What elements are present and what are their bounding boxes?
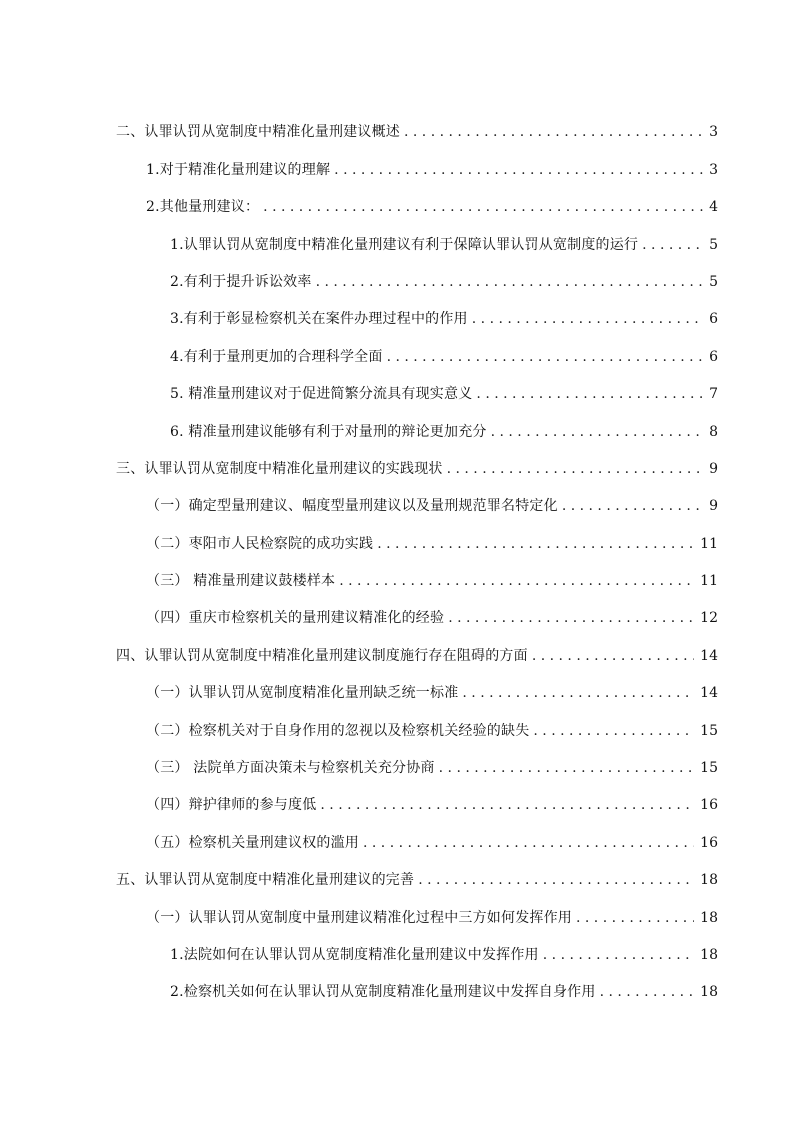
toc-entry[interactable] <box>0 369 793 406</box>
toc-entry[interactable] <box>0 743 793 780</box>
toc-leader-dots <box>532 646 694 668</box>
toc-entry-title: 四、认罪认罚从宽制度中精准化量刑建议制度施行存在阻碍的方面 <box>116 647 528 664</box>
toc-entry-page: 6 <box>709 311 718 328</box>
toc-entry-title: （四）辩护律师的参与度低 <box>146 797 317 814</box>
toc-entry-title: 2.检察机关如何在认罪认罚从宽制度精准化量刑建议中发挥自身作用 <box>170 984 596 1001</box>
toc-entry[interactable] <box>0 182 793 219</box>
toc-entry-title: 1.法院如何在认罪认罚从宽制度精准化量刑建议中发挥作用 <box>170 946 539 963</box>
toc-entry-title: 1.认罪认罚从宽制度中精准化量刑建议有利于保障认罪认罚从宽制度的运行 <box>170 236 639 253</box>
toc-leader-dots <box>377 534 694 556</box>
toc-entry-page: 8 <box>709 423 718 440</box>
toc-leader-dots <box>476 384 703 406</box>
toc-entry-page: 18 <box>700 946 718 963</box>
toc-leader-dots <box>472 309 703 331</box>
toc-entry-title: 2.有利于提升诉讼效率 <box>170 273 312 290</box>
toc-leader-dots <box>387 347 704 369</box>
toc-entry-page: 12 <box>700 610 718 627</box>
toc-leader-dots <box>447 459 703 481</box>
toc-entry-title: （一）认罪认罚从宽制度精准化量刑缺乏统一标准 <box>146 685 459 702</box>
toc-leader-dots <box>316 272 704 294</box>
toc-entry-page: 11 <box>700 573 718 590</box>
toc-leader-dots <box>418 870 694 892</box>
toc-entry[interactable] <box>0 107 793 144</box>
toc-leader-dots <box>562 496 703 518</box>
toc-entry[interactable] <box>0 294 793 331</box>
toc-entry[interactable] <box>0 593 793 630</box>
toc-entry-title: 2.其他量刑建议： <box>146 199 260 216</box>
toc-entry-page: 18 <box>700 909 718 926</box>
toc-entry-title: （三） 精准量刑建议鼓楼样本 <box>146 573 336 590</box>
toc-leader-dots <box>491 422 703 444</box>
toc-leader-dots <box>576 908 694 930</box>
toc-entry[interactable] <box>0 406 793 443</box>
toc-entry-title: 3.有利于彰显检察机关在案件办理过程中的作用 <box>170 311 468 328</box>
toc-entry[interactable] <box>0 967 793 1004</box>
toc-entry-page: 9 <box>709 498 718 515</box>
toc-entry[interactable] <box>0 817 793 854</box>
toc-entry-title: （三） 法院单方面决策未与检察机关充分协商 <box>146 760 435 777</box>
toc-entry[interactable] <box>0 668 793 705</box>
toc-entry-title: 二、认罪认罚从宽制度中精准化量刑建议概述 <box>116 124 400 141</box>
toc-entry[interactable] <box>0 144 793 181</box>
toc-leader-dots <box>543 945 694 967</box>
toc-entry[interactable] <box>0 930 793 967</box>
toc-entry-page: 16 <box>700 834 718 851</box>
toc-entry[interactable] <box>0 780 793 817</box>
toc-entry-page: 11 <box>700 535 718 552</box>
toc-entry[interactable] <box>0 630 793 667</box>
toc-entry-page: 9 <box>709 460 718 477</box>
toc-entry-title: 5. 精准量刑建议对于促进简繁分流具有现实意义 <box>170 386 473 403</box>
toc-leader-dots <box>263 197 703 219</box>
toc-entry-page: 6 <box>709 348 718 365</box>
toc-leader-dots <box>462 683 694 705</box>
toc-entry-title: （一）认罪认罚从宽制度中量刑建议精准化过程中三方如何发挥作用 <box>146 909 572 926</box>
toc-entry[interactable] <box>0 705 793 742</box>
toc-leader-dots <box>448 608 694 630</box>
table-of-contents <box>0 107 793 1004</box>
toc-entry-page: 14 <box>700 647 718 664</box>
toc-entry-page: 3 <box>709 161 718 178</box>
toc-entry-page: 4 <box>709 199 718 216</box>
toc-entry-page: 14 <box>700 685 718 702</box>
toc-entry-title: 4.有利于量刑更加的合理科学全面 <box>170 348 383 365</box>
toc-entry[interactable] <box>0 444 793 481</box>
toc-entry[interactable] <box>0 481 793 518</box>
toc-leader-dots <box>439 758 695 780</box>
toc-entry-title: （五）检察机关量刑建议权的滥用 <box>146 834 359 851</box>
toc-leader-dots <box>533 721 694 743</box>
toc-entry-page: 18 <box>700 872 718 889</box>
toc-entry-page: 18 <box>700 984 718 1001</box>
toc-entry-title: （二）枣阳市人民检察院的成功实践 <box>146 535 374 552</box>
toc-entry-title: （一）确定型量刑建议、幅度型量刑建议以及量刑规范罪名特定化 <box>146 498 558 515</box>
toc-leader-dots <box>642 235 703 257</box>
toc-entry-title: 6. 精准量刑建议能够有利于对量刑的辩论更加充分 <box>170 423 487 440</box>
toc-entry[interactable] <box>0 331 793 368</box>
toc-entry-title: （四）重庆市检察机关的量刑建议精准化的经验 <box>146 610 445 627</box>
toc-leader-dots <box>334 160 703 182</box>
toc-leader-dots <box>320 795 694 817</box>
toc-leader-dots <box>600 982 695 1004</box>
toc-entry[interactable] <box>0 219 793 256</box>
toc-entry-page: 3 <box>709 124 718 141</box>
toc-entry-page: 7 <box>709 386 718 403</box>
toc-entry[interactable] <box>0 257 793 294</box>
toc-leader-dots <box>339 571 694 593</box>
toc-entry-page: 5 <box>709 273 718 290</box>
toc-entry-page: 16 <box>700 797 718 814</box>
toc-entry-title: 1.对于精准化量刑建议的理解 <box>146 161 331 178</box>
toc-entry-title: （二）检察机关对于自身作用的忽视以及检察机关经验的缺失 <box>146 722 530 739</box>
toc-entry-title: 五、认罪认罚从宽制度中精准化量刑建议的完善 <box>116 872 415 889</box>
toc-entry-page: 15 <box>700 760 718 777</box>
toc-leader-dots <box>404 122 703 144</box>
toc-entry-page: 5 <box>709 236 718 253</box>
toc-entry-title: 三、认罪认罚从宽制度中精准化量刑建议的实践现状 <box>116 460 443 477</box>
toc-entry[interactable] <box>0 892 793 929</box>
toc-entry[interactable] <box>0 855 793 892</box>
toc-entry[interactable] <box>0 556 793 593</box>
toc-entry-page: 15 <box>700 722 718 739</box>
toc-leader-dots <box>363 833 694 855</box>
toc-entry[interactable] <box>0 518 793 555</box>
